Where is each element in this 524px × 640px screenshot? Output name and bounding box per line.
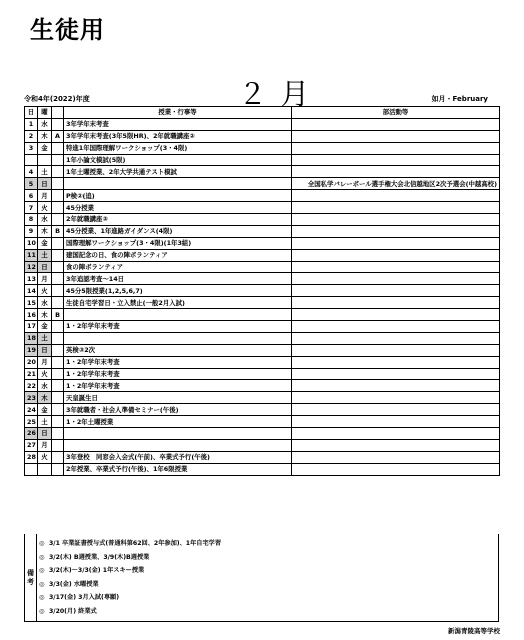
week-type-cell: [52, 404, 64, 416]
weekday-cell: 水: [38, 380, 52, 392]
table-row: [25, 130, 500, 142]
week-type-cell: [52, 463, 64, 475]
note-item: [39, 538, 221, 549]
table-row: [25, 285, 500, 297]
table-row: [25, 202, 500, 214]
weekday-cell: 日: [38, 178, 52, 190]
note-text: 3/17(金) 3月入試(専願): [49, 594, 120, 601]
weekday-cell: 金: [38, 404, 52, 416]
event-cell: 英検③2次: [64, 344, 292, 356]
week-type-cell: [52, 356, 64, 368]
week-type-cell: [52, 332, 64, 344]
week-type-cell: [52, 166, 64, 178]
table-row: [25, 356, 500, 368]
week-type-cell: [52, 451, 64, 463]
club-cell: [292, 368, 500, 380]
club-cell: [292, 332, 500, 344]
club-cell: [292, 166, 500, 178]
week-type-cell: [52, 273, 64, 285]
document-title: 生徒用: [30, 16, 105, 44]
weekday-cell: 日: [38, 428, 52, 440]
day-cell: 14: [25, 285, 38, 297]
event-cell: 2年授業、卒業式予行(午後)、1年6限授業: [64, 463, 292, 475]
week-type-cell: [52, 380, 64, 392]
week-type-cell: [52, 190, 64, 202]
event-cell: 45分授業: [64, 202, 292, 214]
day-cell: [25, 154, 38, 166]
day-cell: 23: [25, 392, 38, 404]
club-cell: [292, 130, 500, 142]
event-cell: [64, 309, 292, 321]
double-circle-icon: ◎: [39, 567, 45, 574]
day-cell: 28: [25, 451, 38, 463]
table-row: [25, 261, 500, 273]
event-cell: [64, 178, 292, 190]
club-cell: [292, 463, 500, 475]
weekday-cell: 火: [38, 285, 52, 297]
weekday-cell: 火: [38, 368, 52, 380]
note-item: [39, 552, 149, 563]
day-cell: 15: [25, 297, 38, 309]
week-type-cell: [52, 237, 64, 249]
weekday-cell: 土: [38, 249, 52, 261]
day-cell: 27: [25, 439, 38, 451]
note-item: [39, 606, 97, 617]
week-type-cell: B: [52, 225, 64, 237]
note-text: 3/2(木) B週授業、3/9(木)B週授業: [49, 553, 150, 561]
weekday-cell: 木: [38, 309, 52, 321]
club-cell: [292, 202, 500, 214]
table-row: [25, 166, 500, 178]
table-row: [25, 297, 500, 309]
day-cell: 26: [25, 428, 38, 440]
day-cell: 4: [25, 166, 38, 178]
club-cell: [292, 142, 500, 154]
week-type-cell: [52, 154, 64, 166]
weekday-cell: 月: [38, 439, 52, 451]
day-cell: 18: [25, 332, 38, 344]
club-cell: [292, 225, 500, 237]
week-type-cell: [52, 368, 64, 380]
club-cell: [292, 392, 500, 404]
week-type-cell: [52, 321, 64, 333]
club-cell: [292, 237, 500, 249]
day-cell: 1: [25, 118, 38, 130]
table-row: [25, 190, 500, 202]
day-cell: 25: [25, 416, 38, 428]
event-cell: [64, 332, 292, 344]
club-cell: [292, 118, 500, 130]
club-cell: [292, 404, 500, 416]
note-item: [39, 579, 99, 590]
table-row: [25, 237, 500, 249]
event-cell: [64, 439, 292, 451]
club-cell: 全国私学バレーボール選手権大会北信越地区2次予選会(中越高校): [292, 178, 500, 190]
event-cell: 2年就職講座③: [64, 214, 292, 226]
week-type-cell: A: [52, 130, 64, 142]
day-cell: 2: [25, 130, 38, 142]
club-cell: [292, 273, 500, 285]
event-cell: 1・2年学年末考査: [64, 356, 292, 368]
table-row: [25, 273, 500, 285]
week-type-cell: [52, 142, 64, 154]
event-cell: 3年学年末考査(3年5限HR)、2年就職講座②: [64, 130, 292, 142]
double-circle-icon: ◎: [39, 580, 45, 588]
note-text: 3/1 卒業証書授与式(普通科第62回、2年参加)、1年自宅学習: [49, 540, 222, 547]
week-type-cell: [52, 285, 64, 297]
table-row: [25, 344, 500, 356]
weekday-cell: 月: [38, 190, 52, 202]
note-text: 3/3(金) 水曜授業: [49, 580, 99, 588]
note-item: [39, 592, 119, 603]
week-type-cell: [52, 214, 64, 226]
table-row: [25, 332, 500, 344]
double-circle-icon: ◎: [39, 594, 45, 601]
table-row: [25, 321, 500, 333]
weekday-cell: 土: [38, 332, 52, 344]
week-type-cell: [52, 118, 64, 130]
table-row: [25, 368, 500, 380]
note-text: 3/2(木)～3/3(金) 1年スキー授業: [49, 567, 145, 574]
weekday-cell: 水: [38, 118, 52, 130]
event-cell: 3年就職者・社会人準備セミナー(午後): [64, 404, 292, 416]
day-cell: 13: [25, 273, 38, 285]
event-cell: 1・2年学年末考査: [64, 368, 292, 380]
table-row: [25, 451, 500, 463]
table-row: [25, 404, 500, 416]
event-cell: 建国記念の日、食の陣ボランティア: [64, 249, 292, 261]
weekday-cell: 金: [38, 142, 52, 154]
table-row: [25, 225, 500, 237]
event-cell: [64, 428, 292, 440]
weekday-cell: 金: [38, 321, 52, 333]
event-cell: 1年土曜授業、2年大学共通テスト模試: [64, 166, 292, 178]
event-cell: 45分5限授業(1,2,5,6,7): [64, 285, 292, 297]
weekday-cell: 日: [38, 344, 52, 356]
event-cell: 45分授業、1年進路ガイダンス(4限): [64, 225, 292, 237]
weekday-cell: [38, 463, 52, 475]
week-type-cell: [52, 344, 64, 356]
day-cell: 8: [25, 214, 38, 226]
table-row: [25, 154, 500, 166]
table-row: [25, 142, 500, 154]
day-cell: 12: [25, 261, 38, 273]
header-events: 授業・行事等: [64, 107, 292, 119]
week-type-cell: [52, 178, 64, 190]
table-header-row: [25, 107, 500, 119]
table-row: [25, 392, 500, 404]
club-cell: [292, 344, 500, 356]
weekday-cell: 水: [38, 297, 52, 309]
club-cell: [292, 451, 500, 463]
weekday-cell: 水: [38, 214, 52, 226]
club-cell: [292, 309, 500, 321]
table-row: [25, 249, 500, 261]
event-cell: 1・2年学年末考査: [64, 380, 292, 392]
club-cell: [292, 356, 500, 368]
day-cell: 16: [25, 309, 38, 321]
weekday-cell: 日: [38, 261, 52, 273]
week-type-cell: B: [52, 309, 64, 321]
day-cell: 19: [25, 344, 38, 356]
week-type-cell: [52, 439, 64, 451]
note-item: [39, 565, 144, 576]
table-row: [25, 309, 500, 321]
day-cell: 22: [25, 380, 38, 392]
weekday-cell: 土: [38, 416, 52, 428]
day-cell: [25, 463, 38, 475]
week-type-cell: [52, 416, 64, 428]
day-cell: 20: [25, 356, 38, 368]
week-type-cell: [52, 249, 64, 261]
event-cell: 1年小論文模試(5限): [64, 154, 292, 166]
header-day: 日: [25, 107, 38, 119]
double-circle-icon: ◎: [39, 540, 45, 547]
header-club: 部活動等: [292, 107, 500, 119]
double-circle-icon: ◎: [39, 607, 45, 615]
day-cell: 11: [25, 249, 38, 261]
club-cell: [292, 214, 500, 226]
event-cell: P検②(追): [64, 190, 292, 202]
event-cell: 3年学年末考査: [64, 118, 292, 130]
week-type-cell: [52, 392, 64, 404]
weekday-cell: 月: [38, 356, 52, 368]
event-cell: 1・2年土曜授業: [64, 416, 292, 428]
week-type-cell: [52, 261, 64, 273]
event-cell: 天皇誕生日: [64, 392, 292, 404]
weekday-cell: 火: [38, 451, 52, 463]
day-cell: 3: [25, 142, 38, 154]
weekday-cell: 金: [38, 237, 52, 249]
weekday-cell: 火: [38, 202, 52, 214]
day-cell: 9: [25, 225, 38, 237]
weekday-cell: 土: [38, 166, 52, 178]
day-cell: 21: [25, 368, 38, 380]
event-cell: 食の陣ボランティア: [64, 261, 292, 273]
weekday-cell: 月: [38, 273, 52, 285]
event-cell: 3年追認考査～14日: [64, 273, 292, 285]
table-row: [25, 463, 500, 475]
note-text: 3/20(月) 終業式: [49, 607, 97, 615]
club-cell: [292, 321, 500, 333]
event-cell: 3年登校 同窓会入会式(午前)、卒業式予行(午後): [64, 451, 292, 463]
weekday-cell: 木: [38, 225, 52, 237]
weekday-cell: [38, 154, 52, 166]
school-name: 新潟青陵高等学校: [448, 627, 500, 635]
club-cell: [292, 261, 500, 273]
notes-box: [24, 534, 499, 622]
day-cell: 24: [25, 404, 38, 416]
event-cell: 国際理解ワークショップ(3・4限)(1年3組): [64, 237, 292, 249]
schedule-rows: [25, 118, 500, 475]
event-cell: 1・2年学年末考査: [64, 321, 292, 333]
school-year-label: 令和4年(2022)年度: [24, 95, 90, 103]
day-cell: 10: [25, 237, 38, 249]
month-heading: ２ 月: [238, 77, 312, 111]
week-type-cell: [52, 297, 64, 309]
day-cell: 6: [25, 190, 38, 202]
weekday-cell: 木: [38, 392, 52, 404]
day-cell: 7: [25, 202, 38, 214]
header-week-type: [52, 107, 64, 119]
day-cell: 17: [25, 321, 38, 333]
week-type-cell: [52, 428, 64, 440]
header-weekday: 曜: [38, 107, 52, 119]
club-cell: [292, 416, 500, 428]
table-row: [25, 428, 500, 440]
table-row: [25, 439, 500, 451]
event-cell: 生徒自宅学習日・立入禁止(一般2月入試): [64, 297, 292, 309]
club-cell: [292, 190, 500, 202]
day-cell: 5: [25, 178, 38, 190]
club-cell: [292, 154, 500, 166]
event-cell: 特進1年国際理解ワークショップ(3・4限): [64, 142, 292, 154]
double-circle-icon: ◎: [39, 553, 45, 561]
table-row: [25, 380, 500, 392]
month-english-label: 如月・February: [431, 95, 488, 103]
week-type-cell: [52, 202, 64, 214]
notes-label: 備 考: [25, 534, 37, 621]
club-cell: [292, 380, 500, 392]
table-row: [25, 214, 500, 226]
weekday-cell: 木: [38, 130, 52, 142]
table-row: [25, 178, 500, 190]
table-row: [25, 416, 500, 428]
club-cell: [292, 297, 500, 309]
club-cell: [292, 439, 500, 451]
club-cell: [292, 249, 500, 261]
club-cell: [292, 428, 500, 440]
club-cell: [292, 285, 500, 297]
table-row: [25, 118, 500, 130]
schedule-table: [24, 106, 500, 476]
